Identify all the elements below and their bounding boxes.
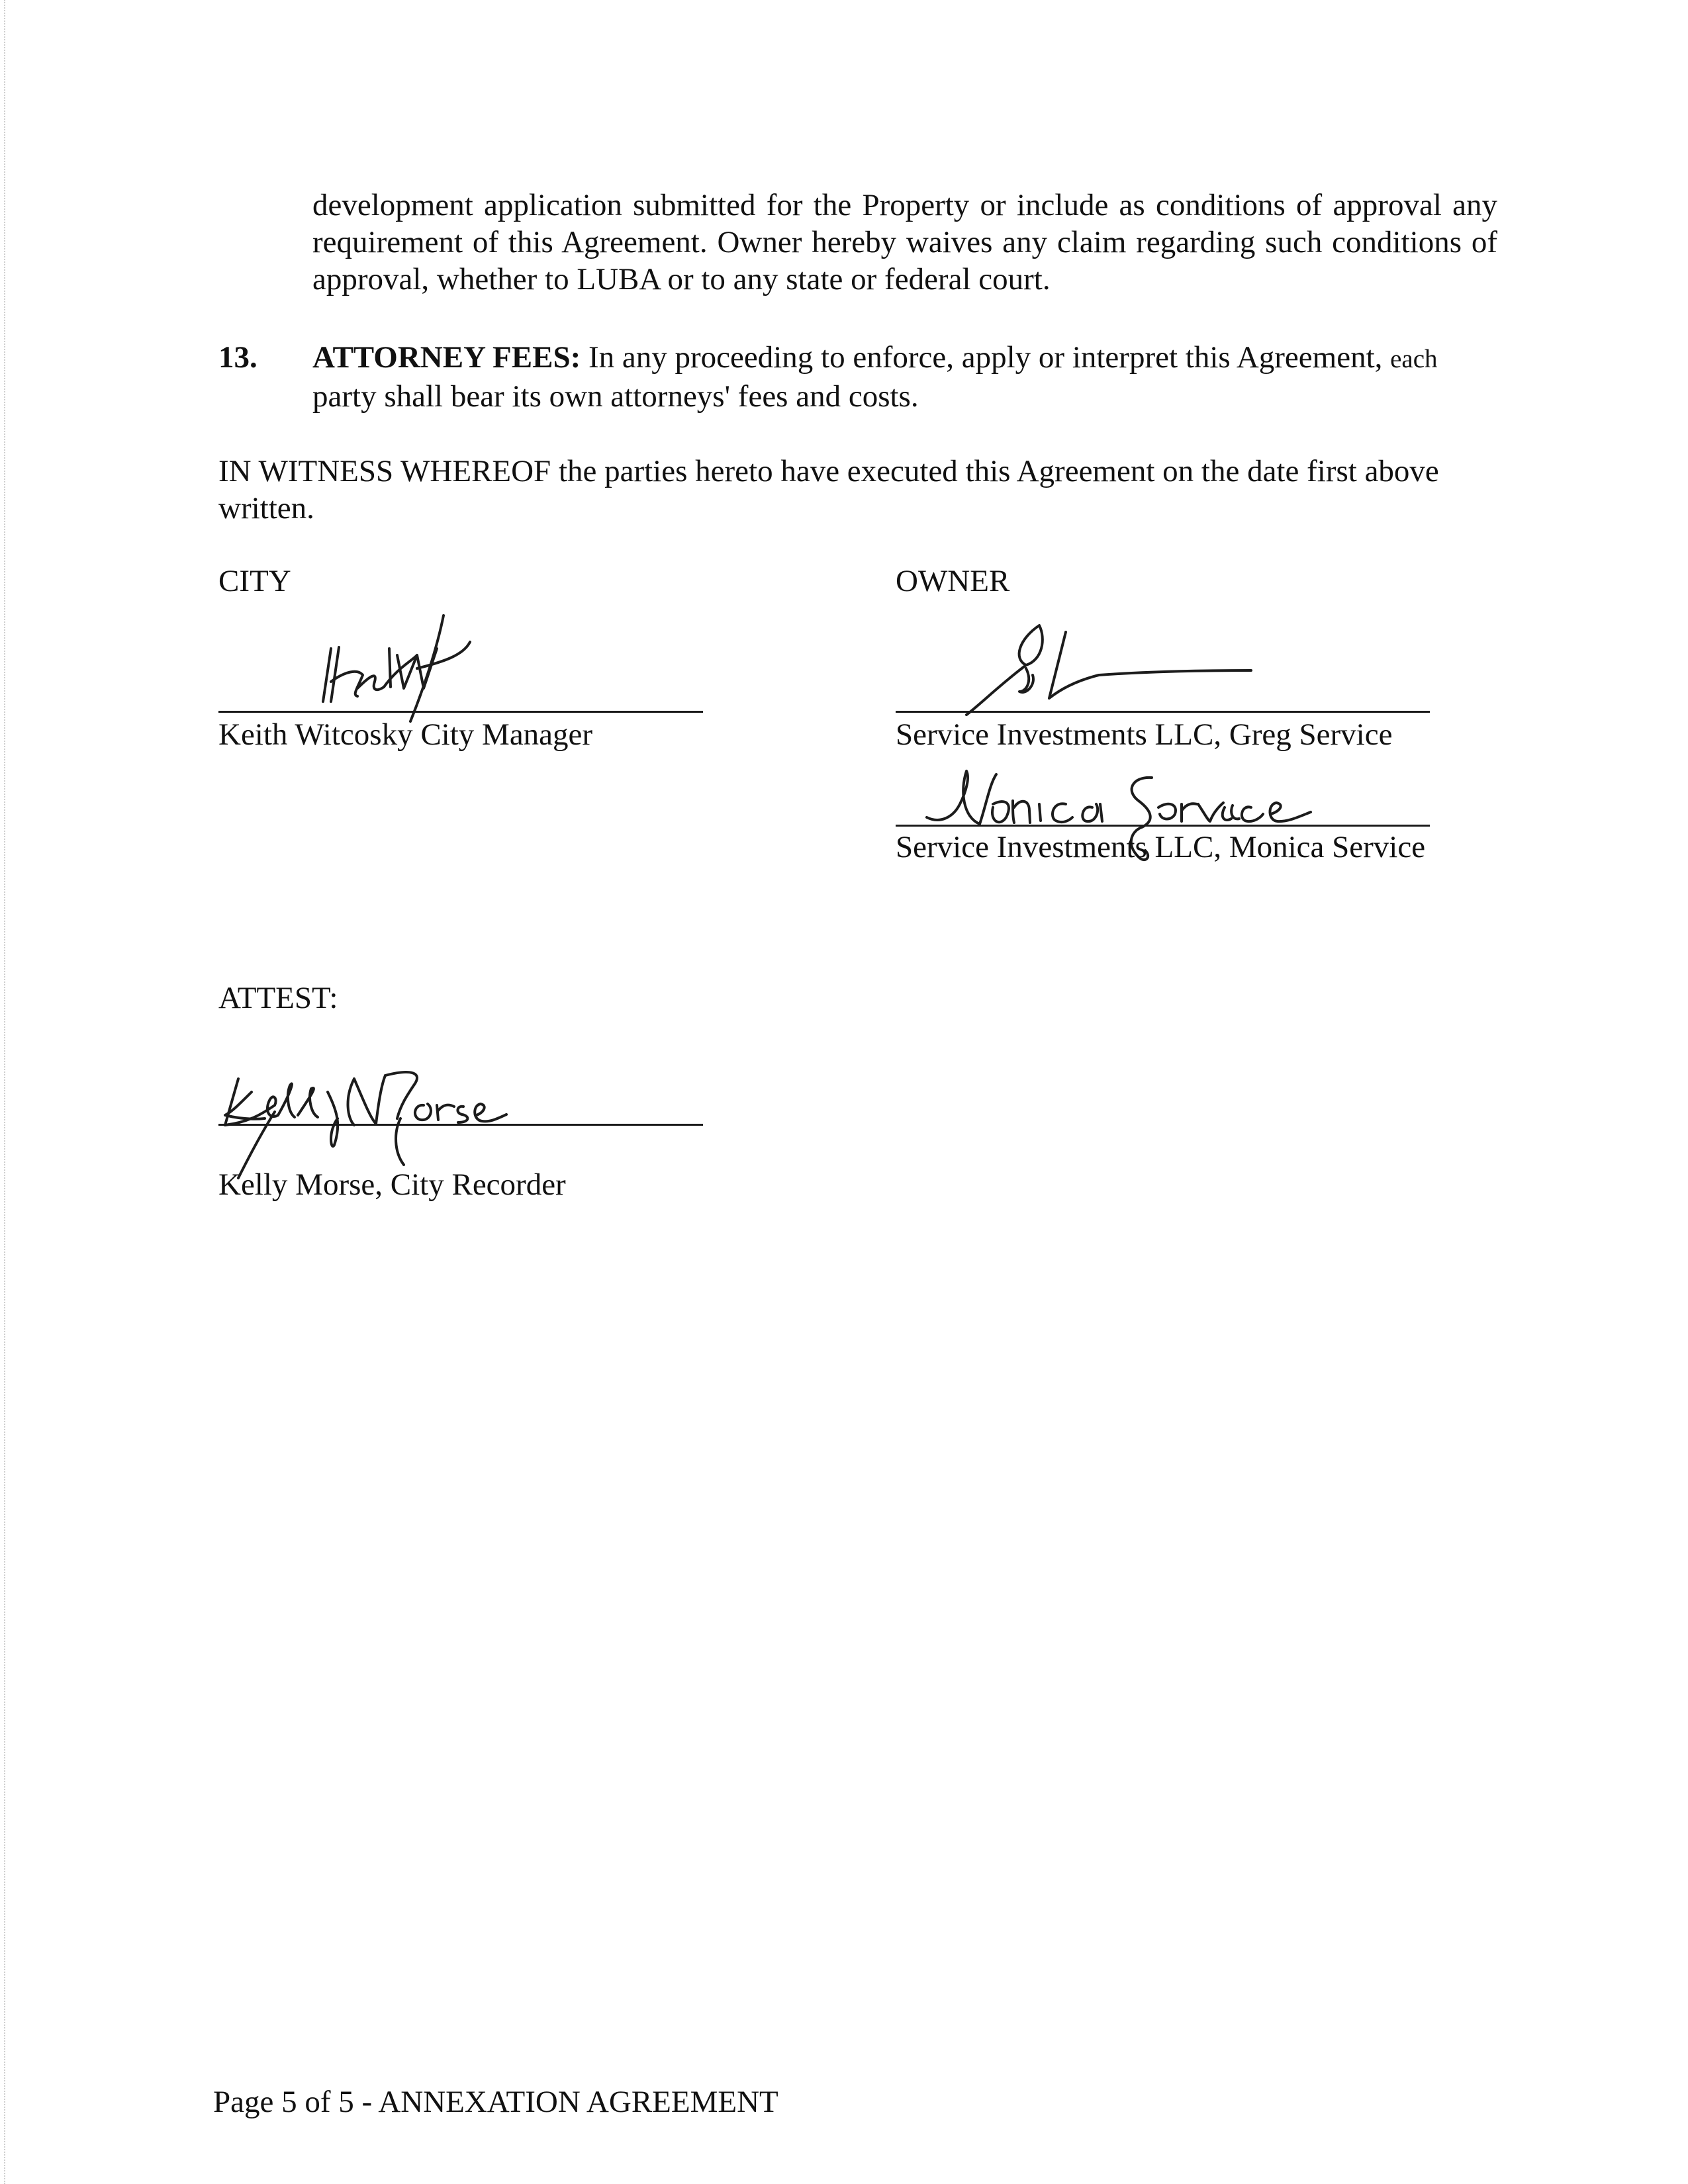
attest-signer-name: Kelly Morse, City Recorder <box>218 1167 566 1202</box>
greg-service-signature <box>927 619 1271 718</box>
section-text-end: party shall bear its own attorneys' fees and costs. <box>312 379 919 414</box>
city-signer-name: Keith Witcosky City Manager <box>218 717 593 752</box>
owner-label: OWNER <box>896 564 1010 598</box>
attest-label: ATTEST: <box>218 981 338 1015</box>
owner-signature-line-2 <box>896 825 1430 827</box>
owner-signature-line-1 <box>896 711 1430 713</box>
section-attorney-fees <box>312 339 1497 415</box>
city-signature-line <box>218 711 703 713</box>
owner-signer-1-name: Service Investments LLC, Greg Service <box>896 717 1393 752</box>
section-heading: ATTORNEY FEES: <box>312 340 581 375</box>
scan-edge <box>4 0 5 2184</box>
city-label: CITY <box>218 564 291 598</box>
section-small-word: each <box>1390 345 1438 373</box>
section-text: In any proceeding to enforce, apply or interpret this Agreement, <box>581 340 1391 375</box>
attest-signature-line <box>218 1124 703 1126</box>
witness-clause: IN WITNESS WHEREOF the parties hereto have executed this Agreement on the date first above written. <box>218 454 1439 525</box>
section-number: 13. <box>218 340 258 375</box>
owner-signer-2-name: Service Investments LLC, Monica Service <box>896 830 1426 864</box>
page-footer: Page 5 of 5 - ANNEXATION AGREEMENT <box>213 2085 778 2119</box>
continuation-paragraph: development application submitted for the Property or include as conditions of approval any requirement of this Agreement. Owner hereby waives any claim regarding such conditions of approval, whether to LUBA or to any state or federal court. <box>312 188 1497 296</box>
monica-service-signature <box>914 764 1324 884</box>
